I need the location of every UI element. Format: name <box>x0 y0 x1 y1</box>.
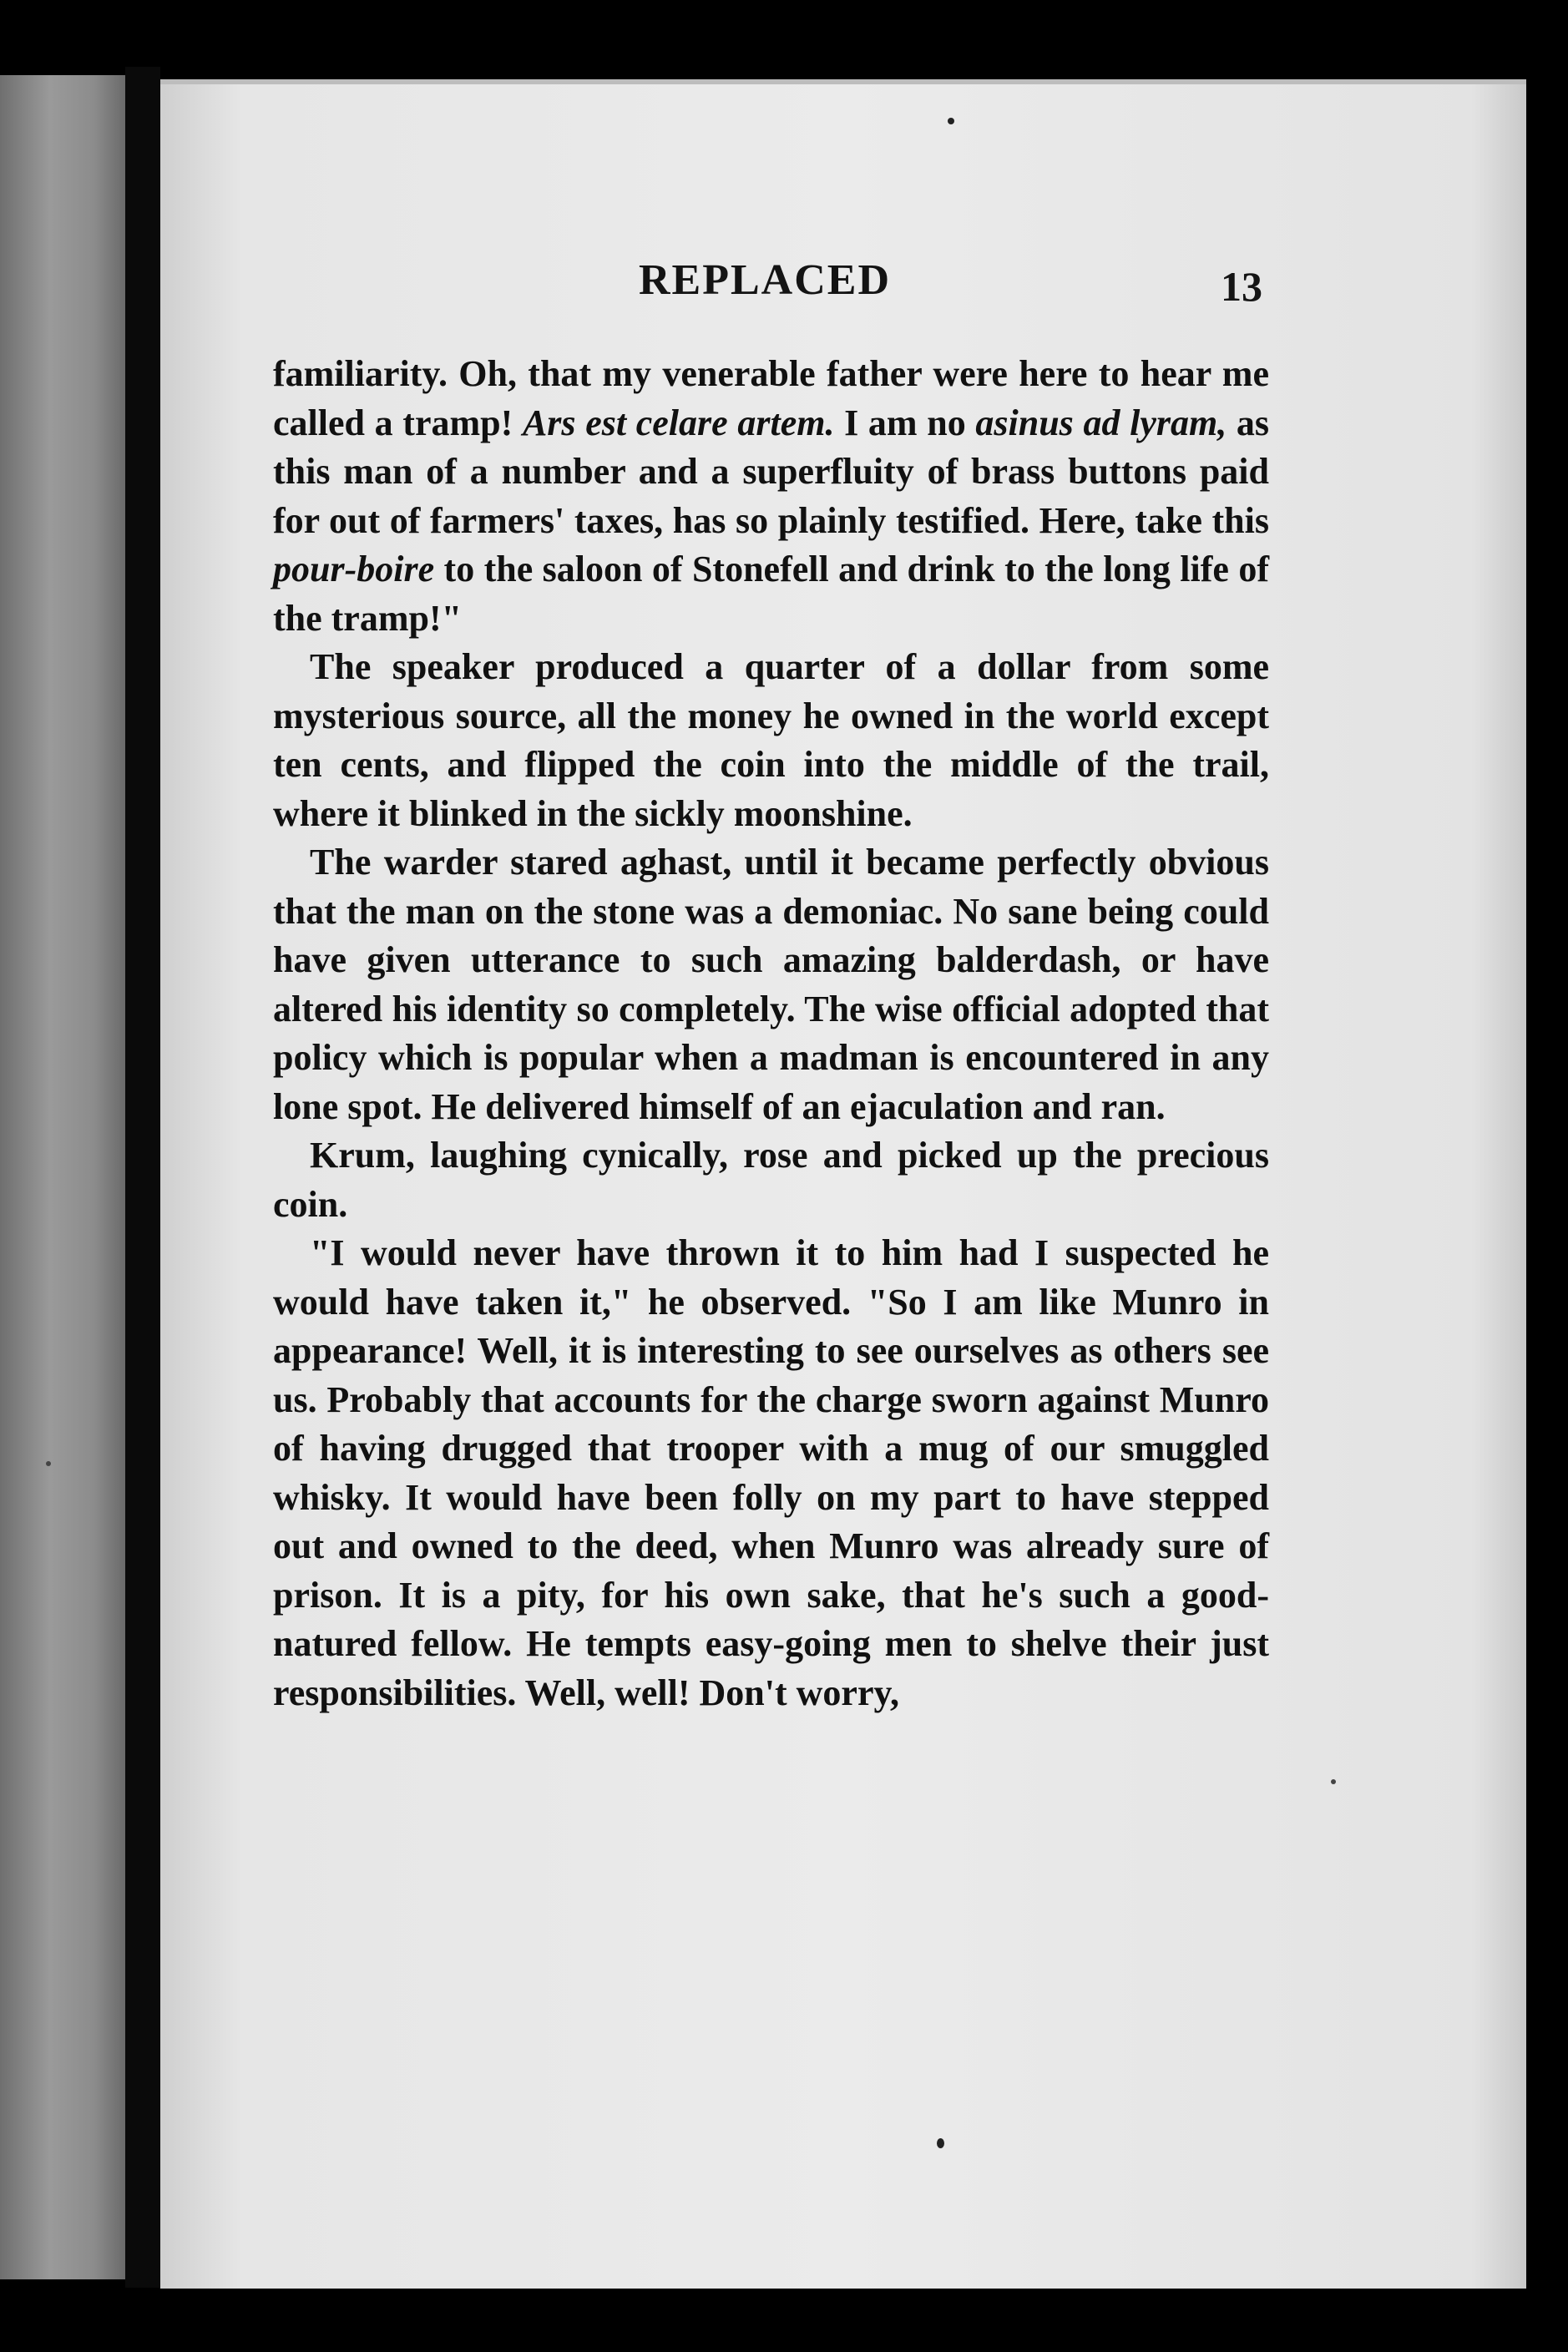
book-gutter <box>125 67 160 2288</box>
page <box>160 79 1526 2289</box>
ink-speck <box>1331 1779 1336 1784</box>
ink-speck <box>46 1461 51 1466</box>
text-run: familiarity. Oh, that my venerable father were here to hear me called a tramp! <box>273 353 1269 443</box>
french-phrase: pour-boire <box>273 549 435 589</box>
text-run: to the saloon of Stonefell and drink to the long life of the tramp!" <box>273 549 1269 639</box>
paragraph: The warder stared aghast, until it became perfectly obvious that the man on the stone was a demoniac. No sane being could have given utterance to such amazing balderdash, or have altered his identity so completely. The wise official adopted that policy which is popular when a madman is encountered in any lone spot. He delivered himself of an ejaculation and ran. <box>273 842 1269 1127</box>
page-number: 13 <box>1221 263 1262 310</box>
ink-speck <box>937 2138 944 2148</box>
running-title: REPLACED <box>639 256 892 304</box>
paragraph: Krum, laughing cynically, rose and picked up the precious coin. <box>273 1135 1269 1225</box>
latin-phrase: Ars est celare artem. <box>522 402 835 443</box>
facing-page-edge <box>0 75 125 2279</box>
text-run: I am no <box>834 402 976 443</box>
paragraph: "I would never have thrown it to him had I suspected he would have taken it," he observed. "So I am like Munro in appearance! Well, it is interesting to see ourselves as others see us. Probably that accounts for the charge sworn against Munro of having drugged that trooper with a mug of our smuggled whisky. It would have been folly on my part to have stepped out and owned to the deed, when Munro was already sure of prison. It is a pity, for his own sake, that he's such a good-natured fellow. He tempts easy-going men to shelve their just responsibilities. Well, well! Don't worry, <box>273 1232 1269 1713</box>
body-text <box>273 350 1269 1717</box>
ink-speck <box>948 118 954 124</box>
text-run: as this man of a number and a superfluity of brass buttons paid for out of farmers' taxes, has so plainly testified. Here, take this <box>273 402 1270 541</box>
running-head <box>160 255 1526 314</box>
paragraph <box>273 350 1269 643</box>
paragraph: The speaker produced a quarter of a dollar from some mysterious source, all the money he owned in the world except ten cents, and flipped the coin into the middle of the trail, where it blinked in the sickly moonshine. <box>273 646 1269 834</box>
latin-phrase: asinus ad lyram, <box>975 402 1227 443</box>
